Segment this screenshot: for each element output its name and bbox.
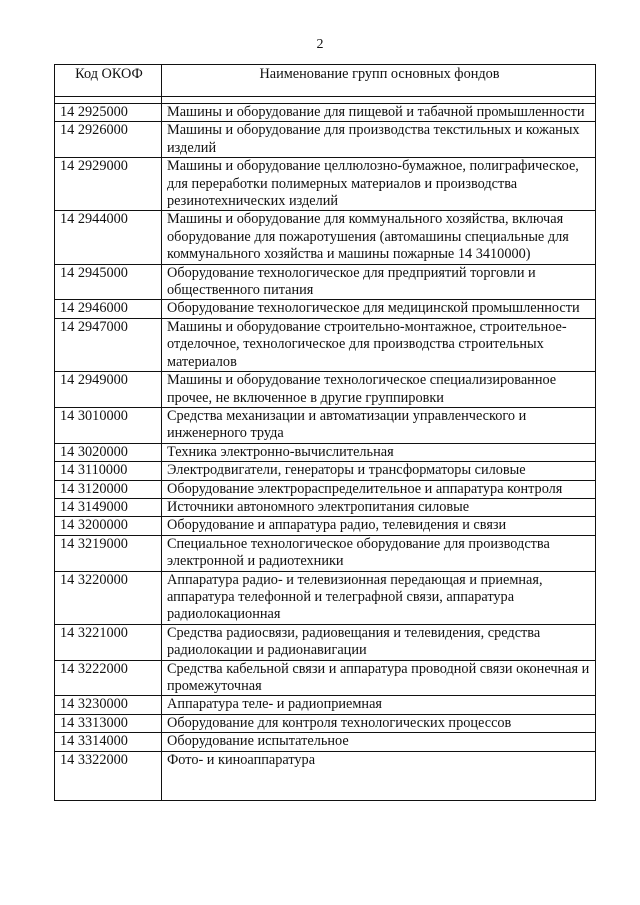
- okof-code: 14 3220000: [55, 571, 162, 624]
- table-row: [55, 660, 596, 696]
- okof-code: 14 2929000: [55, 158, 162, 211]
- fund-group-name: Оборудование электрораспределительное и аппаратура контроля: [162, 480, 596, 498]
- okof-code: 14 2925000: [55, 104, 162, 122]
- table-row: [55, 462, 596, 480]
- okof-code: 14 3322000: [55, 751, 162, 800]
- table-row: [55, 624, 596, 660]
- page-number: 2: [316, 37, 324, 52]
- okof-code: 14 3110000: [55, 462, 162, 480]
- table-row: [55, 571, 596, 624]
- fund-group-name: Машины и оборудование для пищевой и табачной промышленности: [162, 104, 596, 122]
- table-row: [55, 517, 596, 535]
- fund-group-name: Источники автономного электропитания силовые: [162, 498, 596, 516]
- fund-group-name: Машины и оборудование технологическое специализированное прочее, не включенное в другие группировки: [162, 372, 596, 408]
- fund-group-name: Оборудование технологическое для медицинской промышленности: [162, 300, 596, 318]
- table-row: [55, 480, 596, 498]
- fund-group-name: Электродвигатели, генераторы и трансформаторы силовые: [162, 462, 596, 480]
- okof-code: 14 3020000: [55, 443, 162, 461]
- table-row: [55, 318, 596, 371]
- table-row: [55, 498, 596, 516]
- table-row: [55, 696, 596, 714]
- okof-code: 14 3010000: [55, 407, 162, 443]
- okof-code: 14 2947000: [55, 318, 162, 371]
- table-row: [55, 158, 596, 211]
- table-row: [55, 535, 596, 571]
- fund-group-name: Оборудование технологическое для предприятий торговли и общественного питания: [162, 264, 596, 300]
- okof-code: 14 3221000: [55, 624, 162, 660]
- table-row: [55, 407, 596, 443]
- table-row: [55, 264, 596, 300]
- okof-code: 14 3230000: [55, 696, 162, 714]
- table-header-row: [55, 65, 596, 97]
- table-body: [55, 97, 596, 801]
- okof-code: 14 3120000: [55, 480, 162, 498]
- table-row: [55, 443, 596, 461]
- okof-code: 14 3222000: [55, 660, 162, 696]
- fund-group-name: Оборудование для контроля технологических процессов: [162, 714, 596, 732]
- fund-group-name: Средства механизации и автоматизации управленческого и инженерного труда: [162, 407, 596, 443]
- fund-group-name: Аппаратура радио- и телевизионная передающая и приемная, аппаратура телефонной и телеграфной связи, аппаратура радиолокационная: [162, 571, 596, 624]
- table-spacer-row: [55, 97, 596, 104]
- fund-group-name: Фото- и киноаппаратура: [162, 751, 596, 800]
- fund-group-name: Машины и оборудование целлюлозно-бумажное, полиграфическое, для переработки полимерных материалов и производства резинотехнических изделий: [162, 158, 596, 211]
- okof-code: 14 2926000: [55, 122, 162, 158]
- fund-group-name: Специальное технологическое оборудование для производства электронной и радиотехники: [162, 535, 596, 571]
- okof-code: 14 3219000: [55, 535, 162, 571]
- fund-group-name: Оборудование и аппаратура радио, телевидения и связи: [162, 517, 596, 535]
- fund-group-name: Машины и оборудование для коммунального хозяйства, включая оборудование для пожаротушения (автомашины специальные для коммунального хозяйства и машины пожарные 14 3410000): [162, 211, 596, 264]
- table-row: [55, 211, 596, 264]
- okof-code: 14 2946000: [55, 300, 162, 318]
- okof-code: 14 3314000: [55, 733, 162, 751]
- table-row: [55, 751, 596, 800]
- table-row: [55, 372, 596, 408]
- fund-group-name: Техника электронно-вычислительная: [162, 443, 596, 461]
- okof-code: 14 3149000: [55, 498, 162, 516]
- table-row: [55, 122, 596, 158]
- table-row: [55, 300, 596, 318]
- fund-group-name: Аппаратура теле- и радиоприемная: [162, 696, 596, 714]
- okof-table: [54, 64, 596, 801]
- fund-group-name: Оборудование испытательное: [162, 733, 596, 751]
- table-row: [55, 733, 596, 751]
- okof-code: 14 2949000: [55, 372, 162, 408]
- okof-code: 14 2945000: [55, 264, 162, 300]
- table-row: [55, 714, 596, 732]
- okof-code: 14 2944000: [55, 211, 162, 264]
- table-row: [55, 104, 596, 122]
- header-code: Код ОКОФ: [55, 65, 162, 97]
- okof-code: 14 3313000: [55, 714, 162, 732]
- fund-group-name: Средства радиосвязи, радиовещания и телевидения, средства радиолокации и радионавигации: [162, 624, 596, 660]
- header-name: Наименование групп основных фондов: [162, 65, 596, 97]
- okof-code: 14 3200000: [55, 517, 162, 535]
- fund-group-name: Средства кабельной связи и аппаратура проводной связи оконечная и промежуточная: [162, 660, 596, 696]
- fund-group-name: Машины и оборудование строительно-монтажное, строительное-отделочное, технологическое для производства строительных материалов: [162, 318, 596, 371]
- fund-group-name: Машины и оборудование для производства текстильных и кожаных изделий: [162, 122, 596, 158]
